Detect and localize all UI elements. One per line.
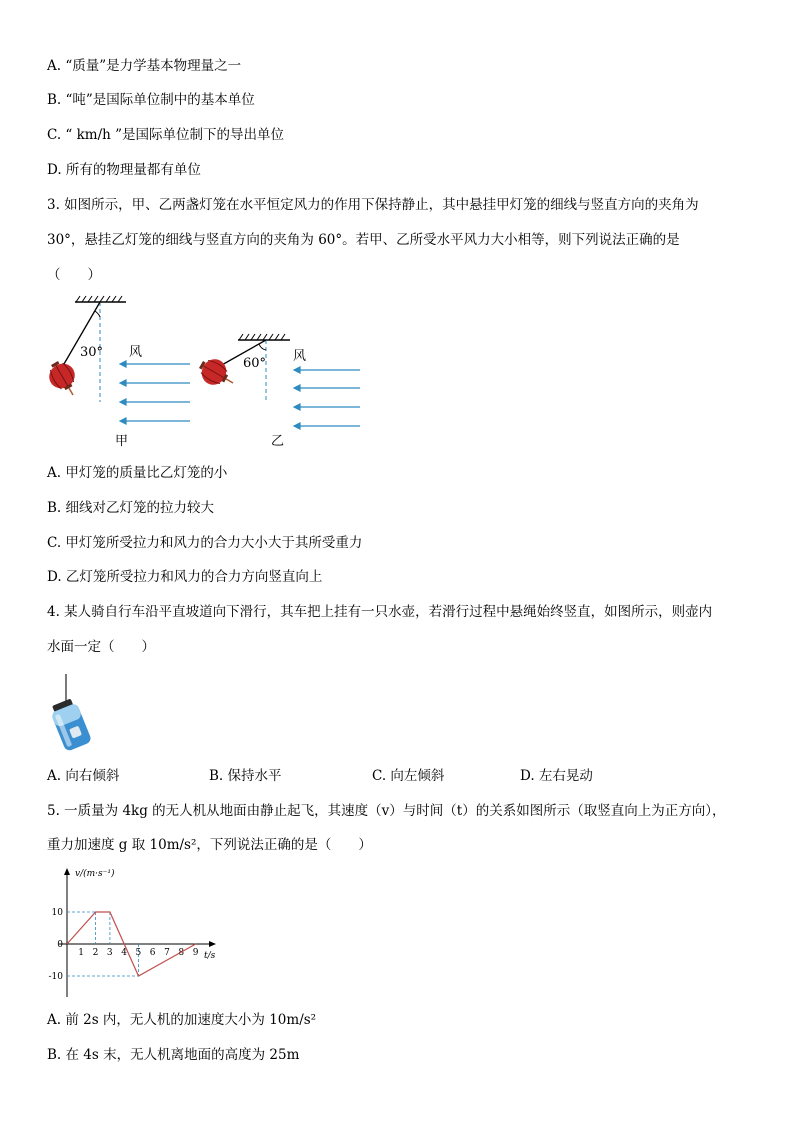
x-tick-label: 3: [106, 948, 113, 958]
q5-stem-line2: 重力加速度 g 取 10m/s²，下列说法正确的是（ ）: [47, 837, 372, 853]
x-tick-label: 5: [135, 948, 142, 958]
ceiling-hatch-yi: [238, 334, 290, 340]
q2-option-c: C. “ km/h ”是国际单位制下的导出单位: [47, 127, 285, 143]
q3-option-d: D. 乙灯笼所受拉力和风力的合力方向竖直向上: [47, 569, 323, 585]
q4-option-a: A. 向右倾斜: [47, 768, 120, 784]
q2-option-d: D. 所有的物理量都有单位: [47, 162, 201, 178]
angle-label-yi: 60°: [243, 356, 267, 371]
water-bottle-figure: [44, 672, 104, 754]
x-tick-label: 6: [149, 948, 156, 958]
wind-label-yi: 风: [293, 349, 307, 364]
q4-option-b: B. 保持水平: [209, 768, 282, 784]
label-jia: 甲: [115, 434, 129, 449]
water-bottle-icon: [48, 697, 92, 752]
q5-option-a: A. 前 2s 内，无人机的加速度大小为 10m/s²: [47, 1012, 317, 1028]
q4-option-d: D. 左右晃动: [520, 768, 593, 784]
q3-option-c: C. 甲灯笼所受拉力和风力的合力大小大于其所受重力: [47, 535, 363, 551]
q2-option-b: B. “吨”是国际单位制中的基本单位: [47, 92, 255, 108]
x-tick-label: 9: [192, 948, 199, 958]
q5-option-b: B. 在 4s 末，无人机离地面的高度为 25m: [47, 1047, 300, 1063]
wind-label-jia: 风: [129, 345, 143, 360]
x-axis-label: t/s: [204, 951, 216, 961]
ceiling-hatch-jia: [75, 296, 126, 302]
q4-option-c: C. 向左倾斜: [372, 768, 445, 784]
chart-axes: [59, 868, 216, 997]
q3-option-a: A. 甲灯笼的质量比乙灯笼的小: [47, 465, 228, 481]
chart-ticks: [49, 908, 199, 982]
y-tick-label: -10: [48, 972, 63, 982]
x-tick-label: 7: [164, 948, 170, 958]
y-tick-label: 0: [57, 940, 63, 950]
x-tick-label: 2: [92, 948, 99, 958]
wind-arrows-yi: [294, 367, 360, 429]
q3-stem-line3: （ ）: [47, 267, 101, 283]
x-axis-arrow: [209, 941, 216, 947]
angle-label-jia: 30°: [80, 345, 104, 360]
y-axis-arrow: [64, 868, 70, 875]
q3-stem-line2: 30°，悬挂乙灯笼的细线与竖直方向的夹角为 60°。若甲、乙所受水平风力大小相等，则下列说法正确的是: [47, 232, 680, 248]
q5-stem-line1: 5. 一质量为 4kg 的无人机从地面由静止起飞，其速度（v）与时间（t）的关系如图所示（取竖直向上为正方向），: [47, 803, 726, 819]
y-tick-label: 10: [51, 908, 63, 918]
wind-arrows-jia: [120, 361, 190, 424]
x-tick-label: 4: [121, 948, 127, 958]
lantern-figure: [40, 292, 380, 452]
q2-option-a: A. “质量”是力学基本物理量之一: [47, 58, 242, 74]
x-tick-label: 8: [178, 948, 185, 958]
y-axis-label: v/(m·s⁻¹): [75, 869, 115, 879]
velocity-time-chart: [40, 862, 230, 1002]
label-yi: 乙: [271, 434, 285, 449]
q3-option-b: B. 细线对乙灯笼的拉力较大: [47, 500, 215, 516]
q4-stem-line2: 水面一定（ ）: [47, 639, 155, 655]
q3-stem-line1: 3. 如图所示，甲、乙两盏灯笼在水平恒定风力的作用下保持静止，其中悬挂甲灯笼的细线与竖直方向的夹角为: [47, 197, 699, 213]
q4-stem-line1: 4. 某人骑自行车沿平直坡道向下滑行，其车把上挂有一只水壶，若滑行过程中悬绳始终竖直，如图所示，则壶内: [47, 604, 713, 620]
x-tick-label: 1: [78, 948, 85, 958]
